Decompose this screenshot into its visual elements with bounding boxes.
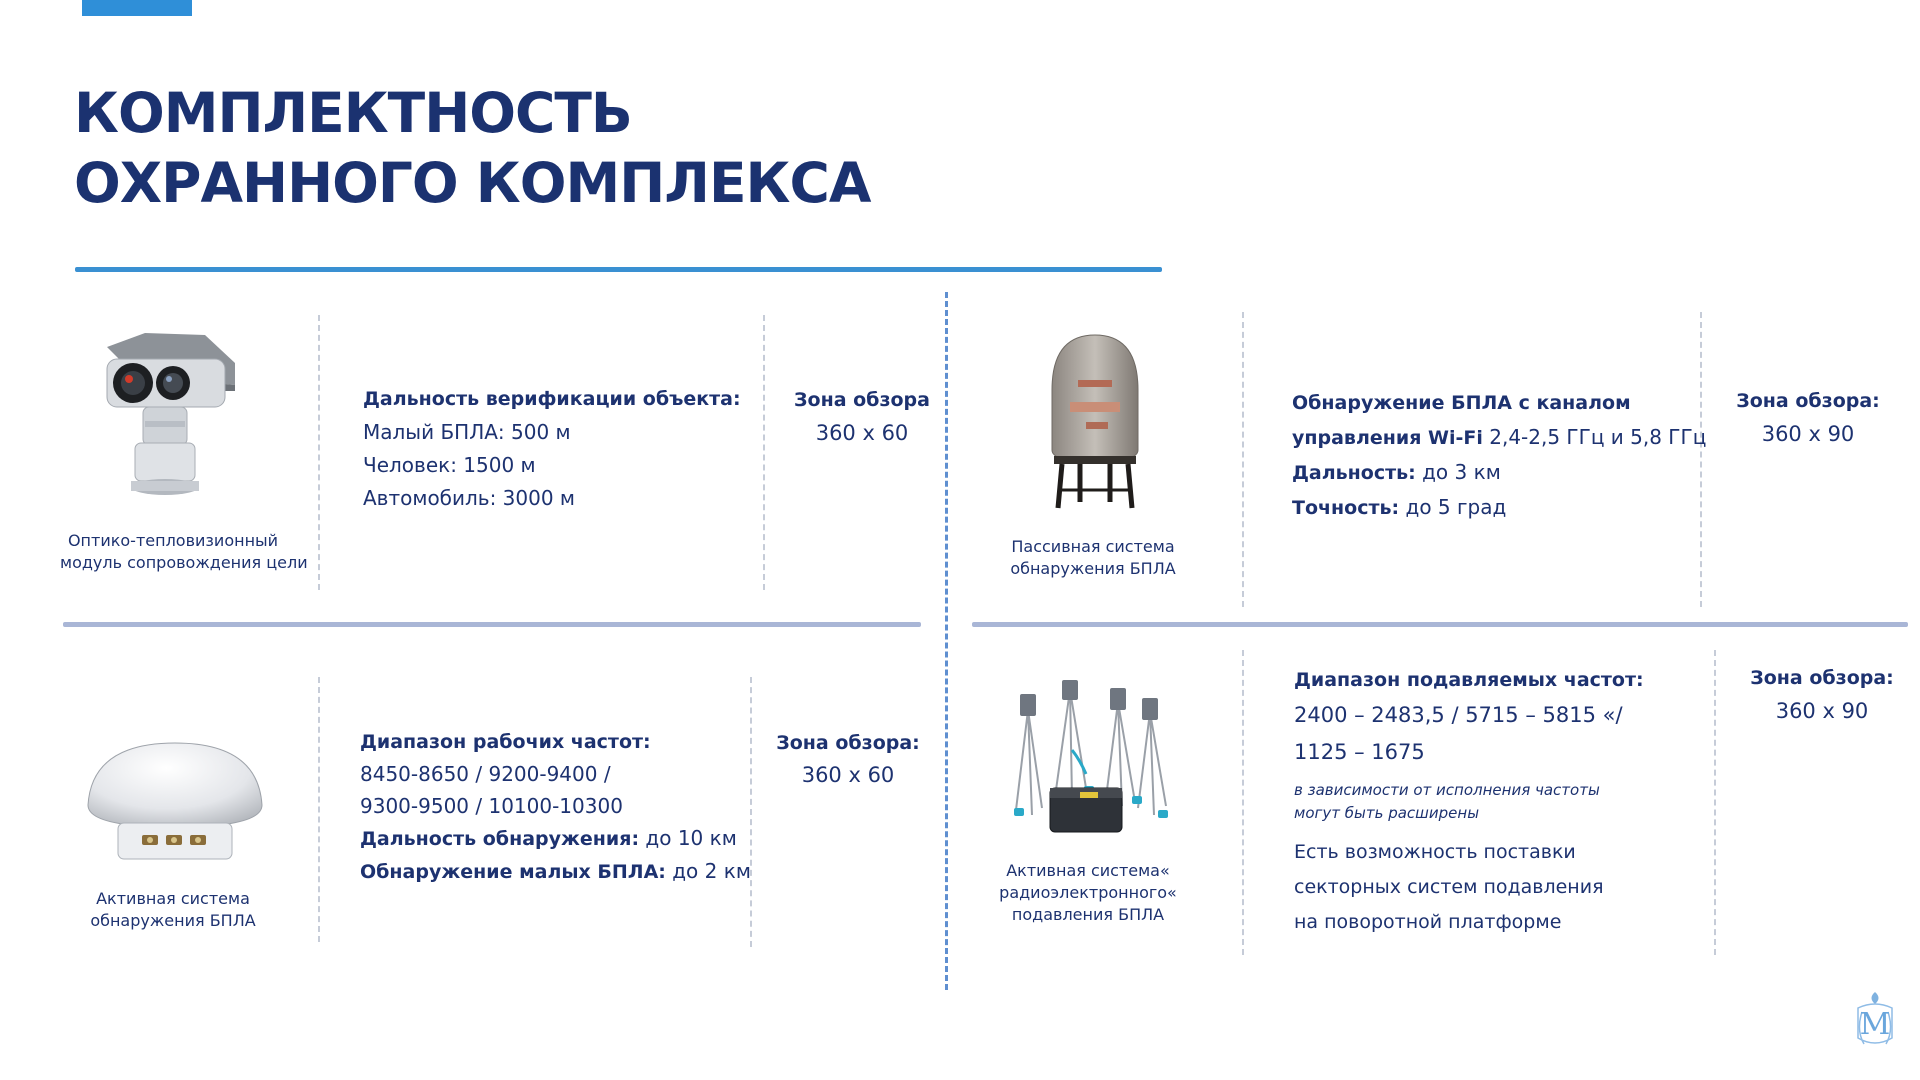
paragraph-line: Есть возможность поставки [1294,841,1576,863]
zone-label: Зона обзора: [776,732,920,754]
spec-block-active-detection [360,725,751,888]
zone-value: 360 x 90 [1761,422,1855,446]
caption-line: Пассивная система [1011,537,1175,556]
column-divider [318,677,320,942]
caption-active-detection [70,888,276,932]
spec-line: Человек: 1500 м [363,453,536,477]
top-accent-bar [82,0,192,16]
spec-line: 2400 – 2483,5 / 5715 – 5815 «/ [1294,703,1623,727]
spec-label: Дальность: [1292,462,1416,484]
column-divider [763,315,765,590]
passive-system-image [1040,330,1150,515]
caption-line: Оптико-тепловизионный [67,531,279,550]
spec-block-passive [1292,385,1706,525]
spec-value: до 10 км [639,826,737,850]
caption-passive-system [990,536,1196,580]
paragraph-line: секторных систем подавления [1294,876,1604,898]
spec-line: 8450-8650 / 9200-9400 / [360,762,611,786]
spec-line: 1125 – 1675 [1294,740,1425,764]
spec-title: Диапазон подавляемых частот: [1294,669,1644,691]
spec-value: 2,4-2,5 ГГц и 5,8 ГГц [1482,425,1707,449]
note-line: могут быть расширены [1294,804,1480,822]
caption-line: Активная система [96,889,250,908]
spec-label: Дальность обнаружения: [360,828,640,850]
caption-line: радиоэлектронного« [999,883,1177,902]
title-underline [75,267,1162,272]
zone-label: Зона обзора [794,389,930,411]
spec-line: Автомобиль: 3000 м [363,486,576,510]
spec-label: Обнаружение малых БПЛА: [360,861,666,883]
row-divider-left [63,622,921,627]
spec-title: Диапазон рабочих частот: [360,731,651,753]
paragraph-line: на поворотной платформе [1294,911,1562,933]
page-title-line-2: ОХРАННОГО КОМПЛЕКСА [74,151,871,215]
thermal-camera-image [85,325,245,505]
active-radar-image [80,735,270,865]
caption-line: подавления БПЛА [1011,905,1165,924]
zone-value: 360 x 90 [1775,699,1869,723]
spec-block-jammer [1294,662,1644,940]
zone-label: Зона обзора: [1750,667,1894,689]
logo-letter: М [1859,1007,1891,1042]
spec-value: до 3 км [1415,460,1501,484]
zone-value: 360 x 60 [801,763,895,787]
spec-block-verification [363,382,741,515]
spec-label: Точность: [1292,497,1400,519]
caption-thermal-module [60,530,308,574]
column-divider [1242,312,1244,607]
jammer-system-image [1010,680,1170,855]
note-line: в зависимости от исполнения частоты [1294,781,1600,799]
column-divider [1714,650,1716,955]
caption-line: Активная система« [1006,861,1170,880]
page-title-line-1: КОМПЛЕКТНОСТЬ [74,81,632,145]
spec-label: управления Wi-Fi [1292,427,1483,449]
spec-title: Дальность верификации объекта: [363,388,741,410]
caption-line: обнаружения БПЛА [1010,559,1176,578]
brand-logo [1852,990,1898,1050]
zone-value: 360 x 60 [815,421,909,445]
spec-line: 9300-9500 / 10100-10300 [360,794,623,818]
center-divider [945,292,948,990]
column-divider [1242,650,1244,955]
row-divider-right [972,622,1908,627]
spec-value: до 5 град [1399,495,1507,519]
column-divider [318,315,320,590]
spec-title: Обнаружение БПЛА с каналом [1292,392,1631,414]
spec-value: до 2 км [665,859,751,883]
caption-line: модуль сопровождения цели [60,553,308,572]
caption-jammer-system [985,860,1191,926]
spec-line: Малый БПЛА: 500 м [363,420,571,444]
zone-label: Зона обзора: [1736,390,1880,412]
caption-line: обнаружения БПЛА [90,911,256,930]
